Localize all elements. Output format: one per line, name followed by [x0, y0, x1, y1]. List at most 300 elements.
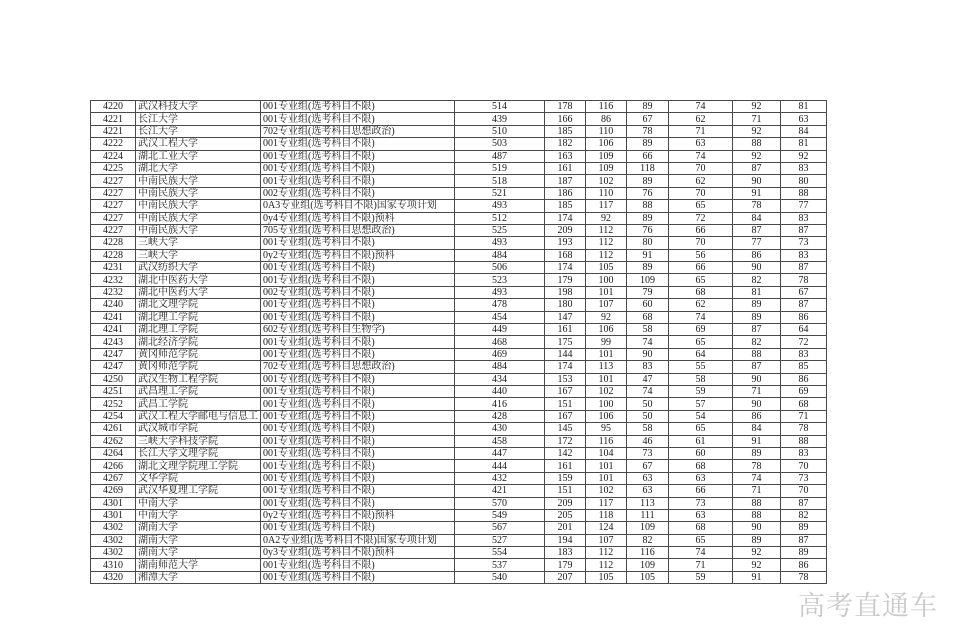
table-cell: 4224	[91, 150, 136, 162]
table-cell: 66	[669, 262, 733, 274]
table-cell: 54	[669, 410, 733, 422]
table-cell: 65	[669, 200, 733, 212]
table-cell: 4310	[91, 559, 136, 571]
table-row	[91, 497, 827, 509]
table-cell: 702专业组(选考科目思想政治)	[261, 125, 455, 137]
table-cell: 0y2专业组(选考科目不限)预科	[261, 249, 455, 261]
table-cell: 92	[733, 559, 781, 571]
table-cell: 88	[627, 200, 669, 212]
table-cell: 三峡大学科技学院	[136, 435, 261, 447]
table-cell: 209	[545, 497, 586, 509]
table-cell: 67	[627, 113, 669, 125]
table-cell: 63	[669, 509, 733, 521]
table-row	[91, 324, 827, 336]
table-cell: 4301	[91, 497, 136, 509]
table-cell: 447	[455, 447, 545, 459]
table-cell: 90	[627, 348, 669, 360]
table-cell: 80	[627, 237, 669, 249]
table-cell: 70	[669, 162, 733, 174]
table-cell: 444	[455, 460, 545, 472]
table-cell: 三峡大学	[136, 249, 261, 261]
table-cell: 174	[545, 361, 586, 373]
table-cell: 001专业组(选考科目不限)	[261, 472, 455, 484]
table-cell: 82	[781, 509, 827, 521]
table-cell: 163	[545, 150, 586, 162]
table-cell: 174	[545, 212, 586, 224]
table-cell: 105	[627, 571, 669, 583]
table-cell: 540	[455, 571, 545, 583]
table-cell: 4221	[91, 125, 136, 137]
table-cell: 71	[781, 410, 827, 422]
table-cell: 4251	[91, 385, 136, 397]
table-cell: 88	[733, 509, 781, 521]
table-cell: 167	[545, 410, 586, 422]
table-cell: 87	[781, 224, 827, 236]
table-cell: 62	[669, 175, 733, 187]
table-row	[91, 113, 827, 125]
table-row	[91, 373, 827, 385]
table-cell: 510	[455, 125, 545, 137]
table-cell: 72	[781, 336, 827, 348]
table-cell: 4243	[91, 336, 136, 348]
table-cell: 001专业组(选考科目不限)	[261, 311, 455, 323]
table-cell: 69	[669, 324, 733, 336]
table-cell: 104	[586, 447, 627, 459]
table-cell: 黄冈师范学院	[136, 361, 261, 373]
table-cell: 001专业组(选考科目不限)	[261, 497, 455, 509]
table-cell: 4241	[91, 311, 136, 323]
table-cell: 001专业组(选考科目不限)	[261, 423, 455, 435]
table-cell: 83	[627, 361, 669, 373]
table-cell: 89	[733, 311, 781, 323]
score-table-body	[91, 101, 827, 584]
table-cell: 478	[455, 299, 545, 311]
table-row	[91, 286, 827, 298]
table-cell: 84	[733, 212, 781, 224]
table-row	[91, 509, 827, 521]
table-cell: 78	[781, 571, 827, 583]
table-cell: 65	[669, 534, 733, 546]
table-cell: 89	[733, 447, 781, 459]
table-row	[91, 559, 827, 571]
table-cell: 101	[586, 460, 627, 472]
table-cell: 001专业组(选考科目不限)	[261, 113, 455, 125]
table-cell: 525	[455, 224, 545, 236]
table-cell: 74	[669, 101, 733, 113]
table-cell: 73	[669, 497, 733, 509]
table-cell: 86	[586, 113, 627, 125]
table-cell: 74	[733, 472, 781, 484]
table-cell: 74	[669, 311, 733, 323]
table-cell: 416	[455, 398, 545, 410]
table-cell: 484	[455, 361, 545, 373]
table-row	[91, 162, 827, 174]
table-cell: 112	[586, 249, 627, 261]
table-cell: 193	[545, 237, 586, 249]
table-cell: 78	[781, 423, 827, 435]
table-cell: 4264	[91, 447, 136, 459]
table-cell: 001专业组(选考科目不限)	[261, 385, 455, 397]
table-cell: 194	[545, 534, 586, 546]
table-cell: 4227	[91, 187, 136, 199]
table-cell: 101	[586, 286, 627, 298]
table-cell: 4232	[91, 286, 136, 298]
table-cell: 101	[586, 472, 627, 484]
table-cell: 506	[455, 262, 545, 274]
table-cell: 57	[669, 398, 733, 410]
table-cell: 503	[455, 138, 545, 150]
table-cell: 88	[781, 187, 827, 199]
table-cell: 68	[781, 398, 827, 410]
table-row	[91, 150, 827, 162]
table-cell: 89	[627, 212, 669, 224]
table-cell: 432	[455, 472, 545, 484]
table-row	[91, 299, 827, 311]
table-cell: 113	[586, 361, 627, 373]
table-cell: 493	[455, 237, 545, 249]
table-cell: 4240	[91, 299, 136, 311]
table-cell: 99	[586, 336, 627, 348]
table-row	[91, 435, 827, 447]
table-cell: 001专业组(选考科目不限)	[261, 435, 455, 447]
table-cell: 86	[781, 559, 827, 571]
table-cell: 武昌理工学院	[136, 385, 261, 397]
table-cell: 100	[586, 274, 627, 286]
table-cell: 0y2专业组(选考科目不限)预科	[261, 509, 455, 521]
table-cell: 71	[669, 125, 733, 137]
table-row	[91, 398, 827, 410]
table-cell: 4227	[91, 224, 136, 236]
table-row	[91, 138, 827, 150]
table-cell: 4301	[91, 509, 136, 521]
table-cell: 109	[627, 522, 669, 534]
table-cell: 92	[733, 125, 781, 137]
table-cell: 001专业组(选考科目不限)	[261, 101, 455, 113]
table-cell: 185	[545, 200, 586, 212]
table-cell: 武汉生物工程学院	[136, 373, 261, 385]
table-cell: 81	[733, 286, 781, 298]
table-cell: 91	[733, 435, 781, 447]
table-cell: 95	[586, 423, 627, 435]
table-cell: 151	[545, 398, 586, 410]
table-cell: 178	[545, 101, 586, 113]
table-cell: 70	[781, 460, 827, 472]
table-cell: 83	[781, 447, 827, 459]
table-cell: 102	[586, 175, 627, 187]
table-cell: 116	[586, 435, 627, 447]
table-cell: 174	[545, 262, 586, 274]
table-row	[91, 410, 827, 422]
table-cell: 4227	[91, 212, 136, 224]
table-cell: 428	[455, 410, 545, 422]
table-cell: 106	[586, 324, 627, 336]
table-cell: 484	[455, 249, 545, 261]
table-cell: 142	[545, 447, 586, 459]
table-cell: 144	[545, 348, 586, 360]
table-cell: 湖北工业大学	[136, 150, 261, 162]
table-cell: 58	[627, 423, 669, 435]
table-cell: 111	[627, 509, 669, 521]
table-cell: 63	[627, 485, 669, 497]
table-cell: 001专业组(选考科目不限)	[261, 373, 455, 385]
table-cell: 518	[455, 175, 545, 187]
table-cell: 101	[586, 373, 627, 385]
table-cell: 71	[669, 559, 733, 571]
table-cell: 50	[627, 410, 669, 422]
table-cell: 4222	[91, 138, 136, 150]
table-row	[91, 274, 827, 286]
table-cell: 91	[733, 571, 781, 583]
table-cell: 567	[455, 522, 545, 534]
table-cell: 469	[455, 348, 545, 360]
table-cell: 434	[455, 373, 545, 385]
table-cell: 81	[781, 138, 827, 150]
table-row	[91, 522, 827, 534]
table-cell: 109	[627, 559, 669, 571]
table-cell: 527	[455, 534, 545, 546]
table-cell: 4302	[91, 522, 136, 534]
table-row	[91, 175, 827, 187]
table-cell: 458	[455, 435, 545, 447]
table-cell: 175	[545, 336, 586, 348]
table-cell: 90	[733, 398, 781, 410]
table-cell: 0A3专业组(选考科目不限)国家专项计划	[261, 200, 455, 212]
table-cell: 武汉城市学院	[136, 423, 261, 435]
table-cell: 102	[586, 385, 627, 397]
table-row	[91, 212, 827, 224]
table-cell: 4269	[91, 485, 136, 497]
table-cell: 63	[669, 138, 733, 150]
table-row	[91, 237, 827, 249]
table-cell: 92	[781, 150, 827, 162]
table-cell: 60	[669, 447, 733, 459]
table-cell: 66	[669, 224, 733, 236]
table-cell: 61	[669, 435, 733, 447]
table-cell: 88	[733, 348, 781, 360]
table-cell: 4231	[91, 262, 136, 274]
table-cell: 92	[733, 547, 781, 559]
table-cell: 4228	[91, 249, 136, 261]
table-cell: 77	[781, 200, 827, 212]
table-cell: 74	[669, 150, 733, 162]
table-cell: 145	[545, 423, 586, 435]
table-cell: 4247	[91, 348, 136, 360]
table-cell: 87	[781, 497, 827, 509]
table-cell: 439	[455, 113, 545, 125]
table-row	[91, 224, 827, 236]
table-cell: 92	[733, 101, 781, 113]
table-cell: 001专业组(选考科目不限)	[261, 162, 455, 174]
table-row	[91, 485, 827, 497]
admission-score-table	[90, 100, 827, 584]
table-cell: 493	[455, 200, 545, 212]
table-cell: 519	[455, 162, 545, 174]
table-cell: 4267	[91, 472, 136, 484]
table-cell: 63	[627, 472, 669, 484]
table-cell: 中南民族大学	[136, 224, 261, 236]
table-cell: 002专业组(选考科目不限)	[261, 187, 455, 199]
table-row	[91, 361, 827, 373]
table-cell: 66	[669, 485, 733, 497]
table-cell: 64	[781, 324, 827, 336]
table-cell: 89	[627, 175, 669, 187]
table-cell: 65	[669, 336, 733, 348]
table-cell: 76	[627, 224, 669, 236]
table-cell: 87	[733, 361, 781, 373]
table-cell: 71	[733, 113, 781, 125]
table-cell: 4320	[91, 571, 136, 583]
table-cell: 87	[781, 262, 827, 274]
table-cell: 4302	[91, 547, 136, 559]
table-cell: 56	[669, 249, 733, 261]
table-cell: 186	[545, 187, 586, 199]
table-cell: 80	[781, 175, 827, 187]
table-cell: 85	[781, 361, 827, 373]
table-cell: 105	[586, 262, 627, 274]
table-cell: 001专业组(选考科目不限)	[261, 348, 455, 360]
table-cell: 89	[781, 522, 827, 534]
table-cell: 70	[669, 187, 733, 199]
table-cell: 001专业组(选考科目不限)	[261, 237, 455, 249]
table-cell: 001专业组(选考科目不限)	[261, 150, 455, 162]
table-cell: 湖北中医药大学	[136, 286, 261, 298]
table-cell: 209	[545, 224, 586, 236]
table-cell: 100	[586, 398, 627, 410]
table-cell: 001专业组(选考科目不限)	[261, 522, 455, 534]
table-row	[91, 385, 827, 397]
table-cell: 74	[627, 336, 669, 348]
table-row	[91, 547, 827, 559]
table-cell: 78	[733, 200, 781, 212]
table-row	[91, 262, 827, 274]
table-cell: 88	[781, 435, 827, 447]
table-cell: 112	[586, 559, 627, 571]
table-cell: 88	[733, 138, 781, 150]
table-cell: 0A2专业组(选考科目不限)国家专项计划	[261, 534, 455, 546]
table-cell: 514	[455, 101, 545, 113]
table-cell: 65	[669, 423, 733, 435]
table-cell: 001专业组(选考科目不限)	[261, 559, 455, 571]
table-cell: 中南民族大学	[136, 187, 261, 199]
table-cell: 68	[669, 522, 733, 534]
table-cell: 武汉工程大学	[136, 138, 261, 150]
table-cell: 161	[545, 324, 586, 336]
table-cell: 001专业组(选考科目不限)	[261, 299, 455, 311]
table-cell: 001专业组(选考科目不限)	[261, 138, 455, 150]
table-cell: 118	[586, 509, 627, 521]
table-cell: 67	[627, 460, 669, 472]
table-cell: 58	[627, 324, 669, 336]
table-cell: 449	[455, 324, 545, 336]
table-cell: 4225	[91, 162, 136, 174]
table-cell: 78	[627, 125, 669, 137]
table-cell: 87	[733, 324, 781, 336]
table-cell: 89	[627, 262, 669, 274]
table-row	[91, 348, 827, 360]
table-cell: 83	[781, 162, 827, 174]
table-cell: 001专业组(选考科目不限)	[261, 274, 455, 286]
table-cell: 90	[733, 373, 781, 385]
table-cell: 91	[733, 187, 781, 199]
table-cell: 50	[627, 398, 669, 410]
table-cell: 中南民族大学	[136, 212, 261, 224]
table-cell: 中南大学	[136, 497, 261, 509]
table-cell: 116	[627, 547, 669, 559]
table-cell: 179	[545, 559, 586, 571]
table-cell: 151	[545, 485, 586, 497]
table-cell: 89	[627, 101, 669, 113]
table-cell: 湖北大学	[136, 162, 261, 174]
table-cell: 430	[455, 423, 545, 435]
table-cell: 长江大学	[136, 113, 261, 125]
table-row	[91, 101, 827, 113]
table-cell: 湖南大学	[136, 534, 261, 546]
table-cell: 90	[733, 522, 781, 534]
table-cell: 4254	[91, 410, 136, 422]
table-cell: 58	[669, 373, 733, 385]
table-cell: 72	[669, 212, 733, 224]
table-cell: 001专业组(选考科目不限)	[261, 262, 455, 274]
table-cell: 中南大学	[136, 509, 261, 521]
table-cell: 湖北文理学院理工学院	[136, 460, 261, 472]
table-cell: 87	[781, 534, 827, 546]
table-cell: 124	[586, 522, 627, 534]
table-cell: 554	[455, 547, 545, 559]
table-cell: 46	[627, 435, 669, 447]
table-cell: 78	[733, 460, 781, 472]
table-cell: 4266	[91, 460, 136, 472]
table-cell: 湖北理工学院	[136, 324, 261, 336]
table-cell: 487	[455, 150, 545, 162]
table-row	[91, 249, 827, 261]
table-cell: 92	[586, 212, 627, 224]
table-cell: 68	[669, 286, 733, 298]
table-cell: 109	[586, 150, 627, 162]
table-cell: 文华学院	[136, 472, 261, 484]
table-cell: 4252	[91, 398, 136, 410]
table-cell: 59	[669, 385, 733, 397]
table-cell: 161	[545, 460, 586, 472]
table-cell: 102	[586, 485, 627, 497]
table-cell: 4241	[91, 324, 136, 336]
table-row	[91, 447, 827, 459]
table-cell: 60	[627, 299, 669, 311]
table-cell: 74	[669, 547, 733, 559]
table-cell: 湘潭大学	[136, 571, 261, 583]
table-cell: 112	[586, 237, 627, 249]
table-cell: 55	[669, 361, 733, 373]
table-cell: 武汉科技大学	[136, 101, 261, 113]
table-cell: 79	[627, 286, 669, 298]
table-cell: 66	[627, 150, 669, 162]
table-cell: 107	[586, 534, 627, 546]
table-cell: 001专业组(选考科目不限)	[261, 447, 455, 459]
table-cell: 113	[627, 497, 669, 509]
table-cell: 0y3专业组(选考科目不限)预科	[261, 547, 455, 559]
table-cell: 4228	[91, 237, 136, 249]
table-cell: 湖南大学	[136, 547, 261, 559]
table-cell: 长江大学	[136, 125, 261, 137]
table-cell: 182	[545, 138, 586, 150]
table-cell: 468	[455, 336, 545, 348]
table-cell: 4227	[91, 200, 136, 212]
table-cell: 76	[627, 187, 669, 199]
table-cell: 65	[669, 274, 733, 286]
table-cell: 4247	[91, 361, 136, 373]
table-cell: 179	[545, 274, 586, 286]
table-cell: 71	[733, 385, 781, 397]
table-cell: 62	[669, 113, 733, 125]
